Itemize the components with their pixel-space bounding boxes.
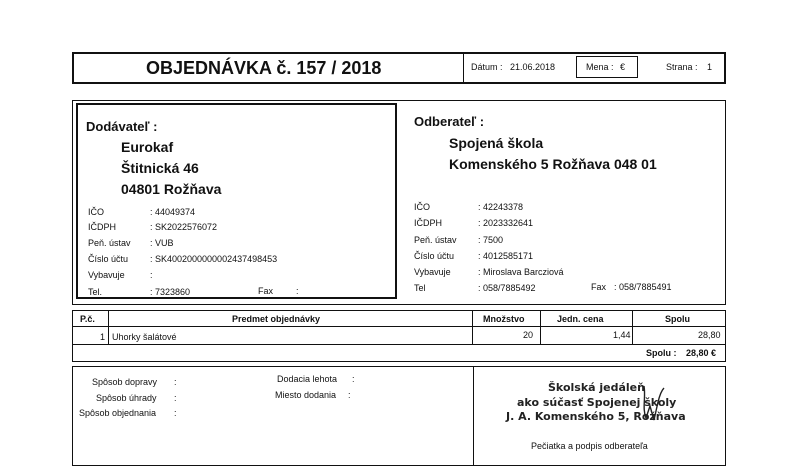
signature-scribble	[630, 378, 680, 428]
customer-ico-value: : 42243378	[478, 202, 524, 212]
header-divider	[463, 53, 464, 83]
date-value: 21.06.2018	[510, 62, 556, 72]
supplier-street: Štitnická 46	[121, 160, 199, 176]
date-label: Dátum :	[471, 62, 503, 72]
supplier-handler-value: :	[150, 270, 153, 280]
page-label: Strana :	[666, 62, 698, 72]
customer-tel-value: : 058/7885492	[478, 283, 536, 293]
col-divider-2	[472, 310, 473, 344]
col-header-item: Predmet objednávky	[232, 314, 321, 324]
table-row-rule	[72, 344, 726, 345]
supplier-fax-label: Fax	[258, 286, 274, 296]
customer-handler-value: : Miroslava Barcziová	[478, 267, 564, 277]
customer-account-value: : 4012585171	[478, 251, 534, 261]
customer-icdph-label: IČDPH	[414, 218, 443, 228]
supplier-name: Eurokaf	[121, 139, 174, 155]
customer-tel-label: Tel	[414, 283, 426, 293]
payment-colon: :	[174, 393, 177, 403]
supplier-ico-label: IČO	[88, 207, 105, 217]
supplier-icdph-value: : SK2022576072	[150, 222, 218, 232]
col-divider-1	[108, 310, 109, 344]
row-unit: 1,44	[613, 330, 631, 340]
customer-bank-value: : 7500	[478, 235, 504, 245]
col-divider-3	[540, 310, 541, 344]
stamp-line-1: Školská jedáleň	[548, 381, 645, 394]
col-header-total: Spolu	[665, 314, 690, 324]
row-total: 28,80	[698, 330, 721, 340]
customer-heading: Odberateľ :	[414, 114, 485, 129]
supplier-ico-value: : 44049374	[150, 207, 196, 217]
stamp-line-3: J. A. Komenského 5, Rožňava	[506, 410, 686, 423]
row-no: 1	[100, 332, 106, 342]
currency-label: Mena :	[586, 62, 614, 72]
supplier-account-value: : SK4002000000002437498453	[150, 254, 278, 264]
customer-account-label: Číslo účtu	[414, 251, 455, 261]
row-item: Uhorky šalátové	[112, 332, 177, 342]
col-divider-4	[632, 310, 633, 344]
col-header-unit: Jedn. cena	[557, 314, 604, 324]
currency-value: €	[620, 62, 626, 72]
customer-address: Komenského 5 Rožňava 048 01	[449, 156, 657, 172]
delivery-place-label: Miesto dodania	[275, 390, 337, 400]
customer-handler-label: Vybavuje	[414, 267, 451, 277]
delivery-time-label: Dodacia lehota	[277, 374, 338, 384]
payment-label: Spôsob úhrady	[96, 393, 157, 403]
order-method-label: Spôsob objednania	[79, 408, 157, 418]
supplier-icdph-label: IČDPH	[88, 222, 117, 232]
table-header-rule	[72, 326, 726, 327]
customer-ico-label: IČO	[414, 202, 431, 212]
customer-fax-label: Fax	[591, 282, 607, 292]
customer-fax-value: : 058/7885491	[614, 282, 672, 292]
supplier-fax-value: :	[296, 286, 299, 296]
customer-icdph-value: : 2023332641	[478, 218, 534, 228]
supplier-account-label: Číslo účtu	[88, 254, 129, 264]
customer-name: Spojená škola	[449, 135, 544, 151]
col-header-no: P.č.	[80, 314, 95, 324]
sum-value: 28,80 €	[686, 348, 717, 358]
row-qty: 20	[523, 330, 534, 340]
supplier-bank-value: : VUB	[150, 238, 174, 248]
document-title: OBJEDNÁVKA č. 157 / 2018	[146, 58, 382, 78]
transport-label: Spôsob dopravy	[92, 377, 158, 387]
sum-label: Spolu :	[646, 348, 677, 358]
supplier-city: 04801 Rožňava	[121, 181, 222, 197]
delivery-place-colon: :	[348, 390, 351, 400]
stamp-line-2: ako súčasť Spojenej školy	[517, 396, 677, 409]
transport-colon: :	[174, 377, 177, 387]
signature-label: Pečiatka a podpis odberateľa	[531, 441, 648, 451]
page-value: 1	[707, 62, 713, 72]
order-method-colon: :	[174, 408, 177, 418]
footer-divider	[473, 366, 474, 466]
supplier-tel-label: Tel.	[88, 287, 103, 297]
supplier-handler-label: Vybavuje	[88, 270, 125, 280]
col-header-qty: Množstvo	[483, 314, 525, 324]
supplier-heading: Dodávateľ :	[86, 119, 158, 134]
delivery-time-colon: :	[352, 374, 355, 384]
supplier-tel-value: : 7323860	[150, 287, 191, 297]
customer-bank-label: Peň. ústav	[414, 235, 457, 245]
supplier-bank-label: Peň. ústav	[88, 238, 131, 248]
